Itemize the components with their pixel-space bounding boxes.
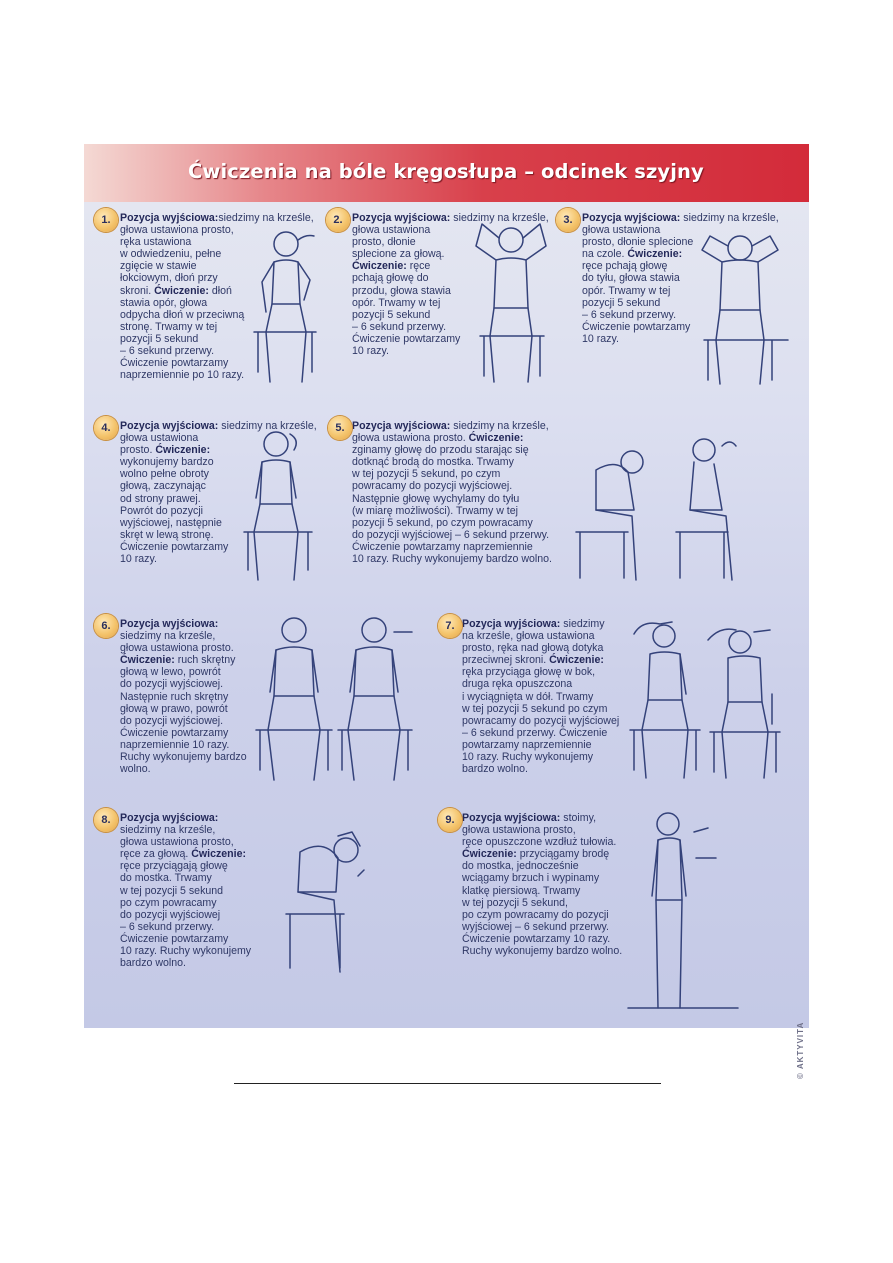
exercise-4-figure (238, 420, 318, 586)
exercise-text: siedzimy na krześle, głowa ustawiona prosto, dłonie splecione na czole. (582, 212, 779, 261)
exercise-heading: Pozycja wyjściowa: (120, 212, 219, 224)
exercise-heading: Pozycja wyjściowa: (582, 212, 681, 224)
exercise-9-figure (618, 808, 748, 1018)
exercise-text: siedzimy na krześle, głowa ustawiona prosto. (352, 420, 549, 445)
exercise-instruction-heading: Ćwiczenie: (191, 848, 246, 861)
exercise-instruction-heading: Ćwiczenie: (468, 432, 524, 445)
page-title: Ćwiczenia na bóle kręgosłupa – odcinek szyjny (188, 160, 704, 183)
exercise-instruction-text: przyciągamy brodę do mostka, jednocześnie wciągamy brzuch i wypinamy klatkę piersiową. Trwamy w tej pozycji 5 sekund, po czym powracamy do pozycji wyjściowej – 6 sekund przerwy. Ćwiczenie powtarzamy 10 razy. Ruchy wykonujemy bardzo wolno. (462, 848, 623, 958)
exercise-instruction-text: ręce przyciągają głowę do mostka. Trwamy w tej pozycji 5 sekund po czym powracamy do pozycji wyjściowej – 6 sekund przerwy. Ćwiczenie powtarzamy 10 razy. Ruchy wykonujemy bardzo wolno. (120, 860, 252, 970)
exercise-number-badge: 8. (94, 808, 118, 832)
exercise-number-badge: 1. (94, 208, 118, 232)
exercise-sheet-scan (84, 144, 809, 1079)
exercise-instruction-text: ręka przyciąga głowę w bok, druga ręka opuszczona i wyciągnięta w dół. Trwamy w tej pozycji 5 sekund po czym powracamy do pozycji wyjściowej – 6 sekund przerwy. Ćwiczenie powtarzamy naprzemiennie 10 razy. Ruchy wykonujemy bardzo wolno. (462, 666, 620, 776)
exercise-instruction-text: dłoń stawia opór, głowa odpycha dłoń w przeciwną stronę. Trwamy w tej pozycji 5 sekund – 6 sekund przerwy. Ćwiczenie powtarzamy naprzemiennie po 10 razy. (120, 284, 245, 382)
exercise-text: siedzimy na krześle, głowa ustawiona prosto. (120, 420, 317, 457)
exercise-text: siedzimy na krześle, głowa ustawiona prosto, dłonie splecione za głową. (352, 212, 549, 261)
exercise-5-figure (572, 440, 772, 590)
exercise-8 (101, 812, 252, 970)
exercise-5 (335, 420, 552, 566)
exercise-heading: Pozycja wyjściowa: (120, 618, 219, 630)
exercise-number-badge: 5. (328, 416, 352, 440)
exercise-number-badge: 2. (326, 208, 350, 232)
exercise-1-figure (244, 222, 326, 392)
exercise-instruction-heading: Ćwiczenie: (627, 248, 683, 261)
exercise-heading: Pozycja wyjściowa: (352, 212, 451, 224)
exercise-instruction-heading: Ćwiczenie: (155, 444, 211, 457)
exercise-9 (445, 812, 623, 958)
exercise-instruction-heading: Ćwiczenie: (120, 654, 175, 667)
exercise-instruction-text: ręce pchają głowę do przodu, głowa stawia opór. Trwamy w tej pozycji 5 sekund – 6 sekund przerwy. Ćwiczenie powtarzamy 10 razy. (352, 260, 461, 358)
exercise-heading: Pozycja wyjściowa: (462, 618, 561, 630)
exercise-heading: Pozycja wyjściowa: (120, 812, 219, 824)
title-banner (84, 144, 809, 202)
copyright-watermark: © AKTYVITA (796, 1021, 805, 1079)
exercise-number-badge: 3. (556, 208, 580, 232)
exercise-2-figure (468, 216, 554, 392)
exercise-instruction-heading: Ćwiczenie: (462, 848, 517, 861)
exercise-text: siedzimy na krześle, głowa ustawiona prosto, ręka nad głową dotyka przeciwnej skroni. (462, 618, 605, 667)
exercise-3-figure (690, 222, 790, 392)
exercise-text: stoimy, głowa ustawiona prosto, ręce opuszczone wzdłuż tułowia. (462, 812, 617, 849)
exercise-instruction-heading: Ćwiczenie: (549, 654, 604, 667)
exercise-heading: Pozycja wyjściowa: (352, 420, 451, 432)
exercise-6 (101, 618, 247, 776)
exercise-heading: Pozycja wyjściowa: (120, 420, 219, 432)
exercise-7 (445, 618, 620, 776)
exercise-instruction-heading: Ćwiczenie: (352, 260, 407, 273)
exercise-number-badge: 4. (94, 416, 118, 440)
exercise-text: siedzimy na krześle, głowa ustawiona prosto. (120, 630, 234, 655)
exercise-number-badge: 6. (94, 614, 118, 638)
exercise-heading: Pozycja wyjściowa: (462, 812, 561, 824)
exercise-number-badge: 9. (438, 808, 462, 832)
exercise-text: siedzimy na krześle, głowa ustawiona prosto, ręka ustawiona w odwiedzeniu, pełne zgięcie w stawie łokciowym, dłoń przy skroni. (120, 212, 314, 297)
exercise-number-badge: 7. (438, 614, 462, 638)
exercise-8-figure (280, 822, 380, 982)
exercise-instruction-text: zginamy głowę do przodu starając się dotknąć brodą do mostka. Trwamy w tej pozycji 5 sekund, po czym powracamy do pozycji wyjściowej. Następnie głowę wychylamy do tyłu (w miarę możliwości). Trwamy w tej pozycji 5 sekund, po czym powracamy do pozycji wyjściowej – 6 sekund przerwy. Ćwiczenie powtarzamy naprzemiennie 10 razy. Ruchy wykonujemy bardzo wolno. (352, 444, 552, 566)
exercise-7-figure (624, 614, 794, 786)
footer-rule (234, 1083, 661, 1084)
exercise-6-figure (252, 614, 422, 786)
exercise-instruction-text: ręce pchają głowę do tyłu, głowa stawia opór. Trwamy w tej pozycji 5 sekund – 6 sekund przerwy. Ćwiczenie powtarzamy 10 razy. (582, 260, 691, 345)
exercise-instruction-text: ruch skrętny głową w lewo, powrót do pozycji wyjściowej. Następnie ruch skrętny głową w prawo, powrót do pozycji wyjściowej. Ćwiczenie powtarzamy naprzemiennie 10 razy. Ruchy wykonujemy bardzo wolno. (120, 654, 247, 776)
exercise-text: siedzimy na krześle, głowa ustawiona prosto, ręce za głową. (120, 824, 234, 861)
exercise-instruction-text: wykonujemy bardzo wolno pełne obroty głową, zaczynając od strony prawej. Powrót do pozycji wyjściowej, następnie skręt w lewą stronę. Ćwiczenie powtarzamy 10 razy. (120, 456, 229, 566)
exercise-instruction-heading: Ćwiczenie: (154, 284, 209, 297)
